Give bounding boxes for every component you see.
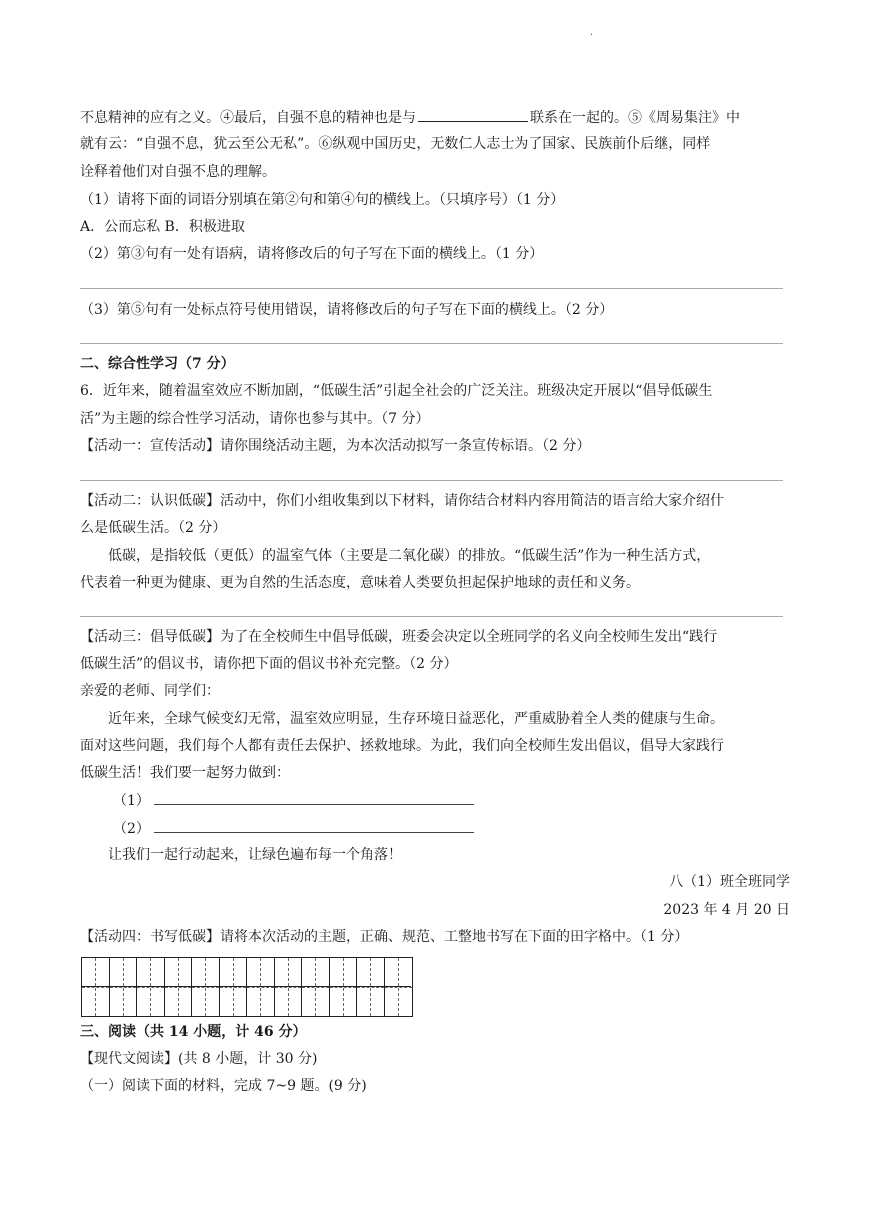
- question-2: （2）第③句有一处有语病，请将修改后的句子写在下面的横线上。（1 分）: [80, 246, 544, 262]
- signature: 八（1）班全班同学: [669, 874, 790, 890]
- item-label: （1）: [113, 793, 150, 809]
- activity-2-line: 【活动二：认识低碳】活动中，你们小组收集到以下材料，请你结合材料内容用简洁的语言给大家介绍什: [80, 493, 724, 509]
- date: 2023 年 4 月 20 日: [663, 902, 790, 918]
- material-line: 代表着一种更为健康、更为自然的生活态度，意味着人类要负担起保护地球的责任和义务。: [80, 575, 640, 591]
- answer-blank[interactable]: [418, 107, 528, 122]
- activity-1: 【活动一：宣传活动】请你围绕活动主题，为本次活动拟写一条宣传标语。（2 分）: [80, 438, 591, 454]
- answer-line[interactable]: [80, 616, 783, 617]
- grid-cell[interactable]: [302, 958, 330, 1016]
- top-mark: ·: [590, 30, 594, 41]
- grid-cell[interactable]: [220, 958, 248, 1016]
- grid-cell[interactable]: [192, 958, 220, 1016]
- grid-cell[interactable]: [330, 958, 358, 1016]
- modern-reading-heading: 【现代文阅读】(共 8 小题，计 30 分): [80, 1051, 318, 1067]
- grid-cell[interactable]: [357, 958, 385, 1016]
- answer-line[interactable]: [80, 288, 783, 289]
- grid-cell[interactable]: [385, 958, 413, 1016]
- question-6-line: 活”为主题的综合性学习活动，请你也参与其中。（7 分）: [80, 411, 430, 427]
- grid-cell[interactable]: [137, 958, 165, 1016]
- answer-blank[interactable]: [154, 790, 474, 805]
- activity-3-line: 【活动三：倡导低碳】为了在全校师生中倡导低碳，班委会决定以全班同学的名义向全校师生发出“践行: [80, 629, 718, 645]
- grid-divider: [81, 986, 411, 987]
- answer-line[interactable]: [80, 343, 783, 344]
- letter-line: 低碳生活！我们要一起努力做到：: [80, 765, 290, 781]
- activity-4: 【活动四：书写低碳】请将本次活动的主题，正确、规范、工整地书写在下面的田字格中。（1 分）: [80, 929, 689, 945]
- text-segment: 不息精神的应有之义。④最后，自强不息的精神也是与: [80, 110, 416, 126]
- salutation: 亲爱的老师、同学们：: [80, 683, 220, 699]
- paragraph-line: 诠释着他们对自强不息的理解。: [80, 164, 276, 180]
- reading-1-heading: （一）阅读下面的材料，完成 7~9 题。(9 分): [80, 1078, 367, 1094]
- question-6-line: 6．近年来，随着温室效应不断加剧，“低碳生活”引起全社会的广泛关注。班级决定开展以“倡导低碳生: [80, 383, 713, 399]
- proposal-item-1: [80, 790, 823, 811]
- grid-cell[interactable]: [247, 958, 275, 1016]
- grid-cell[interactable]: [110, 958, 138, 1016]
- activity-2-line: 么是低碳生活。（2 分）: [80, 520, 227, 536]
- paragraph-line: [80, 107, 790, 128]
- material-line: 低碳，是指较低（更低）的温室气体（主要是二氧化碳）的排放。“低碳生活”作为一种生活方式，: [108, 548, 711, 564]
- question-3: （3）第⑤句有一处标点符号使用错误，请将修改后的句子写在下面的横线上。（2 分）: [80, 302, 614, 318]
- text-segment: 联系在一起的。⑤《周易集注》中: [530, 110, 740, 126]
- activity-3-line: 低碳生活”的倡议书，请你把下面的倡议书补充完整。（2 分）: [80, 656, 458, 672]
- letter-line: 面对这些问题，我们每个人都有责任去保护、拯救地球。为此，我们向全校师生发出倡议，倡导大家践行: [80, 738, 724, 754]
- closing: 让我们一起行动起来，让绿色遍布每一个角落！: [108, 847, 402, 863]
- question-1: （1）请将下面的词语分别填在第②句和第④句的横线上。（只填序号）（1 分）: [80, 192, 565, 208]
- letter-line: 近年来，全球气候变幻无常，温室效应明显，生存环境日益恶化，严重威胁着全人类的健康与生命。: [108, 711, 724, 727]
- grid-cell[interactable]: [275, 958, 303, 1016]
- grid-cell[interactable]: [165, 958, 193, 1016]
- section-3-title: 三、阅读（共 14 小题，计 46 分）: [80, 1024, 307, 1040]
- answer-blank[interactable]: [154, 818, 474, 833]
- section-2-title: 二、综合性学习（7 分）: [80, 356, 235, 372]
- item-label: （2）: [113, 821, 150, 837]
- answer-line[interactable]: [80, 480, 783, 481]
- proposal-item-2: [80, 818, 823, 839]
- grid-cell[interactable]: [82, 958, 110, 1016]
- paragraph-line: 就有云：“自强不息，犹云至公无私”。⑥纵观中国历史，无数仁人志士为了国家、民族前仆后继，同样: [80, 136, 711, 152]
- question-1-options: A．公而忘私 B．积极进取: [80, 219, 245, 235]
- tianzige-grid[interactable]: [81, 957, 413, 1017]
